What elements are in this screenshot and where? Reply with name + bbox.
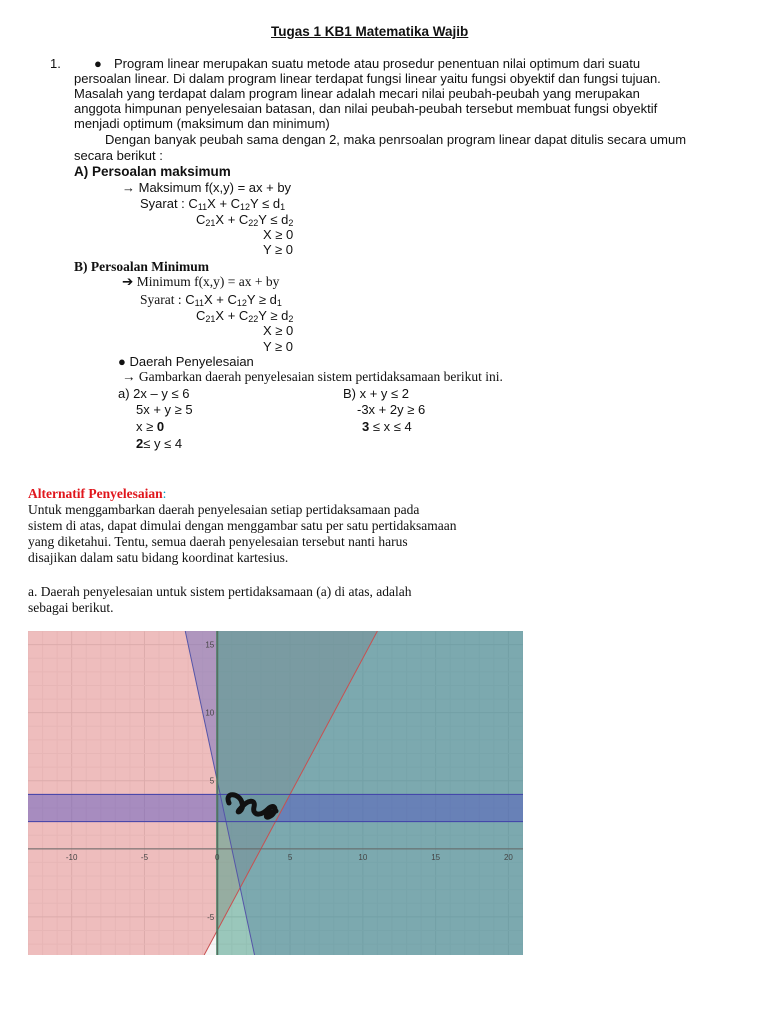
para1-line-4: menjadi optimum (maksimum dan minimum) xyxy=(74,116,330,131)
x-tick-label: 20 xyxy=(503,852,513,862)
bullet-marker: ● xyxy=(118,354,126,369)
section-a-constraint-2: $C_{21}X + C_{22}Y \le d_2$ xyxy=(196,212,294,228)
bullet-marker: ● xyxy=(94,56,102,71)
y-tick-label: -5 xyxy=(207,912,215,922)
solution-region-graph xyxy=(28,631,523,955)
objective-text: Maksimum f(x,y) = ax + by xyxy=(138,180,292,195)
system-b-line-3: 3 ≤ x ≤ 4 xyxy=(362,419,412,434)
arrow-icon: → xyxy=(122,369,136,384)
para1-line-1: persoalan linear. Di dalam program linear terdapat fungsi linear yaitu fungsi obyektif dan fungsi tujuan. xyxy=(74,71,661,86)
daerah-heading: ● Daerah Penyelesaian xyxy=(118,354,254,369)
alt-a-line-0: a. Daerah penyelesaian untuk sistem pertidaksamaan (a) di atas, adalah xyxy=(28,584,412,599)
objective-text: Minimum f(x,y) = ax + by xyxy=(136,274,280,289)
x-tick-label: -10 xyxy=(65,852,78,862)
y-tick-label: 15 xyxy=(205,640,215,650)
item-number: 1. xyxy=(50,56,61,71)
system-a-line-2: 5x + y ≥ 5 xyxy=(136,402,193,417)
section-b-x-nonneg: X ≥ 0 xyxy=(263,323,294,338)
y-tick-label: 10 xyxy=(205,708,215,718)
alt-line-1: sistem di atas, dapat dimulai dengan menggambar satu per satu pertidaksamaan xyxy=(28,518,457,533)
section-b-constraint-1: Syarat : $C_{11}X + C_{12}Y \ge d_1$ xyxy=(140,292,282,308)
x-tick-label: 0 xyxy=(215,852,220,862)
section-a-constraint-1: Syarat : $C_{11}X + C_{12}Y \le d_1$ xyxy=(140,196,286,212)
section-a-x-nonneg: X ≥ 0 xyxy=(263,227,294,242)
region-x-ge-0 xyxy=(217,631,523,955)
system-a-line-1: a) 2x – y ≤ 6 xyxy=(118,386,190,401)
para2-line-0: Dengan banyak peubah sama dengan 2, maka penrsoalan program linear dapat ditulis secara umum xyxy=(105,132,687,147)
section-b-objective xyxy=(122,274,279,290)
para1-line-3: anggota himpunan penyelesaian batasan, dan nilai peubah-peubah tersebut membuat fungsi obyektif xyxy=(74,101,658,116)
section-a-y-nonneg: Y ≥ 0 xyxy=(263,242,294,257)
section-a-objective xyxy=(122,180,291,196)
system-a-line-4: 2≤ y ≤ 4 xyxy=(136,436,183,451)
section-b-heading: B) Persoalan Minimum xyxy=(74,259,209,274)
alt-a-line-1: sebagai berikut. xyxy=(28,600,114,615)
daerah-instruction: → Gambarkan daerah penyelesaian sistem pertidaksamaan berikut ini. xyxy=(122,369,503,384)
arrow-icon: ➔ xyxy=(122,274,134,289)
x-tick-label: -5 xyxy=(140,852,149,862)
x-tick-label: 10 xyxy=(358,852,368,862)
page-title: Tugas 1 KB1 Matematika Wajib xyxy=(271,24,469,39)
regions xyxy=(28,631,523,955)
system-a-line-3: x ≥ 0 xyxy=(136,419,165,434)
x-tick-label: 5 xyxy=(287,852,293,862)
alt-line-3: disajikan dalam satu bidang koordinat kartesius. xyxy=(28,550,289,565)
alt-line-2: yang diketahui. Tentu, semua daerah penyelesaian tersebut nanti harus xyxy=(28,534,408,549)
alt-line-0: Untuk menggambarkan daerah penyelesaian setiap pertidaksamaan pada xyxy=(28,502,420,517)
x-tick-label: 15 xyxy=(431,852,441,862)
system-b-line-2: -3x + 2y ≥ 6 xyxy=(357,402,426,417)
para2-line-1: secara berikut : xyxy=(74,148,163,163)
para1-line-2: Masalah yang terdapat dalam program linear adalah mecari nilai peubah-peubah yang merupakan xyxy=(74,86,640,101)
alt-heading: Alternatif Penyelesaian: xyxy=(28,486,167,501)
system-b-line-1: B) x + y ≤ 2 xyxy=(343,386,410,401)
section-b-y-nonneg: Y ≥ 0 xyxy=(263,339,294,354)
y-tick-label: 5 xyxy=(209,776,215,786)
section-a-heading: A) Persoalan maksimum xyxy=(74,164,231,179)
section-b-constraint-2: $C_{21}X + C_{22}Y \ge d_2$ xyxy=(196,308,294,324)
arrow-icon: → xyxy=(122,180,135,195)
para1-line-0: Program linear merupakan suatu metode atau prosedur penentuan nilai optimum dari suatu xyxy=(114,56,641,71)
